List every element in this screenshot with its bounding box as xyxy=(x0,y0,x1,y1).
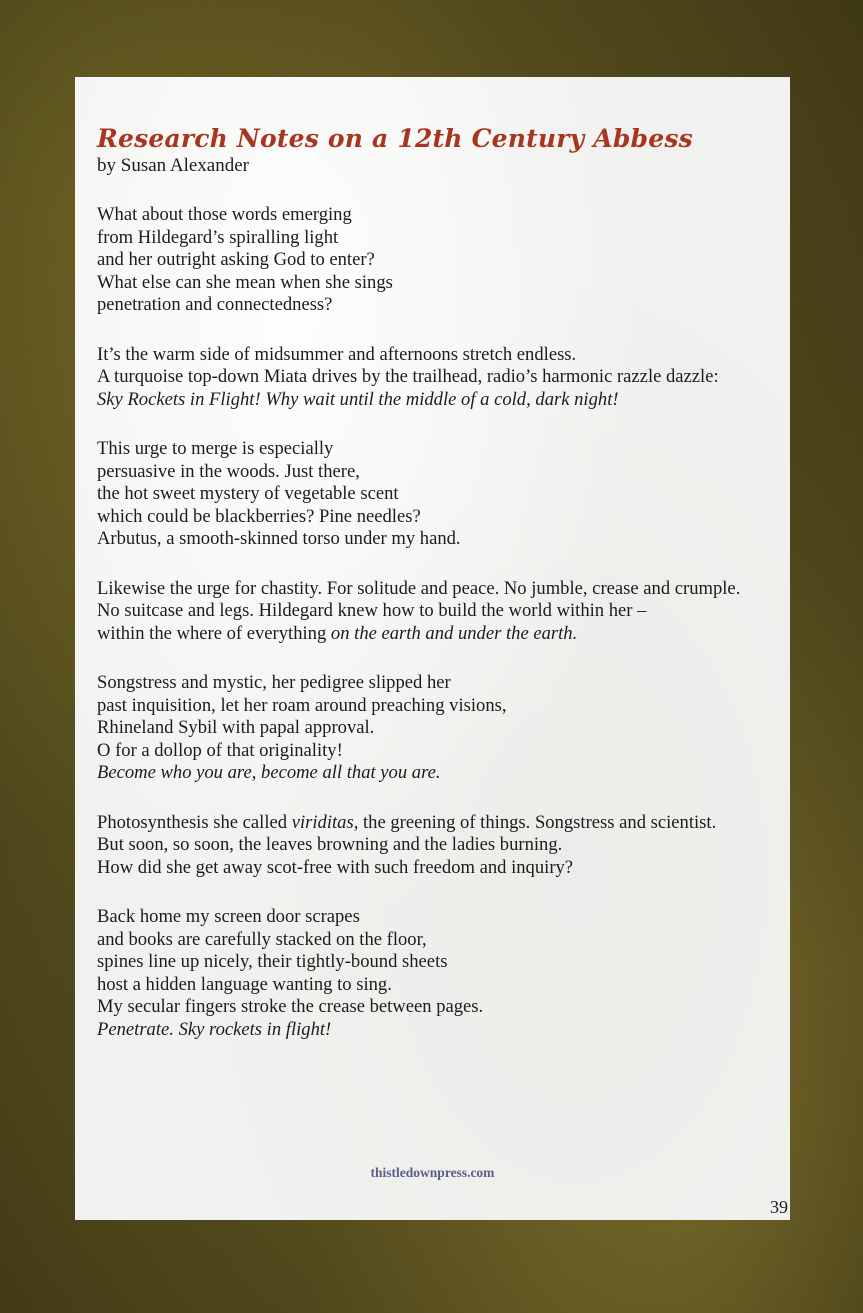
page-number: 39 xyxy=(770,1197,788,1217)
poem-line: Likewise the urge for chastity. For solitude and peace. No jumble, crease and crumple. xyxy=(97,577,741,599)
poem-line: the hot sweet mystery of vegetable scent xyxy=(97,483,399,504)
stanza xyxy=(97,906,770,1041)
poem-line: past inquisition, let her roam around preaching visions, xyxy=(97,694,507,716)
stanza xyxy=(97,578,770,646)
poem-line-italic: Penetrate. Sky rockets in flight! xyxy=(97,1018,332,1040)
line-text-italic: viriditas xyxy=(291,811,354,833)
poem-line: What about those words emerging xyxy=(97,204,352,225)
poem-line: My secular fingers stroke the crease between pages. xyxy=(97,996,484,1017)
paper-page xyxy=(75,77,790,1220)
poem-line xyxy=(97,623,770,646)
stanza xyxy=(97,344,770,412)
poem-line: from Hildegard’s spiralling light xyxy=(97,226,339,248)
poem-line: But soon, so soon, the leaves browning and the ladies burning. xyxy=(97,834,563,855)
publisher-website-link[interactable]: thistledownpress.com xyxy=(370,1165,495,1180)
stanza xyxy=(97,438,770,551)
poem-line: This urge to merge is especially xyxy=(97,438,334,459)
poem-line: Songstress and mystic, her pedigree slipped her xyxy=(97,672,451,693)
poem-line: O for a dollop of that originality! xyxy=(97,739,343,761)
poem-content xyxy=(97,123,770,1041)
poem-line: What else can she mean when she sings xyxy=(97,271,393,293)
poem-line: spines line up nicely, their tightly-bound sheets xyxy=(97,951,448,972)
poem-line: No suitcase and legs. Hildegard knew how to build the world within her – xyxy=(97,600,647,621)
poem-line: penetration and connectedness? xyxy=(97,294,333,315)
poem-line: persuasive in the woods. Just there, xyxy=(97,460,360,482)
poem-line: which could be blackberries? Pine needles? xyxy=(97,505,421,527)
poem-line: Back home my screen door scrapes xyxy=(97,906,360,927)
poem-line: Rhineland Sybil with papal approval. xyxy=(97,717,375,738)
line-text-italic: on the earth and under the earth. xyxy=(330,622,578,644)
poem-line: How did she get away scot-free with such freedom and inquiry? xyxy=(97,856,574,878)
stanza xyxy=(97,672,770,785)
poem-title: Research Notes on a 12th Century Abbess xyxy=(97,124,693,153)
poem-line-italic: Become who you are, become all that you are. xyxy=(97,762,441,783)
stanza xyxy=(97,812,770,880)
line-text: within the where of everything xyxy=(97,622,331,644)
poem-line: It’s the warm side of midsummer and afternoons stretch endless. xyxy=(97,343,577,365)
line-text: Photosynthesis she called xyxy=(97,811,292,833)
poem-line-italic: Sky Rockets in Flight! Why wait until the middle of a cold, dark night! xyxy=(97,388,619,410)
line-text: , the greening of things. Songstress and scientist. xyxy=(353,811,717,833)
poem-line xyxy=(97,812,770,835)
poem-line: Arbutus, a smooth-skinned torso under my hand. xyxy=(97,528,461,549)
stanza xyxy=(97,204,770,317)
poem-line: A turquoise top-down Miata drives by the trailhead, radio’s harmonic razzle dazzle: xyxy=(97,366,719,387)
poem-line: host a hidden language wanting to sing. xyxy=(97,973,392,995)
poem-line: and her outright asking God to enter? xyxy=(97,249,375,270)
poem-byline: by Susan Alexander xyxy=(97,155,249,176)
poem-line: and books are carefully stacked on the floor, xyxy=(97,928,427,950)
